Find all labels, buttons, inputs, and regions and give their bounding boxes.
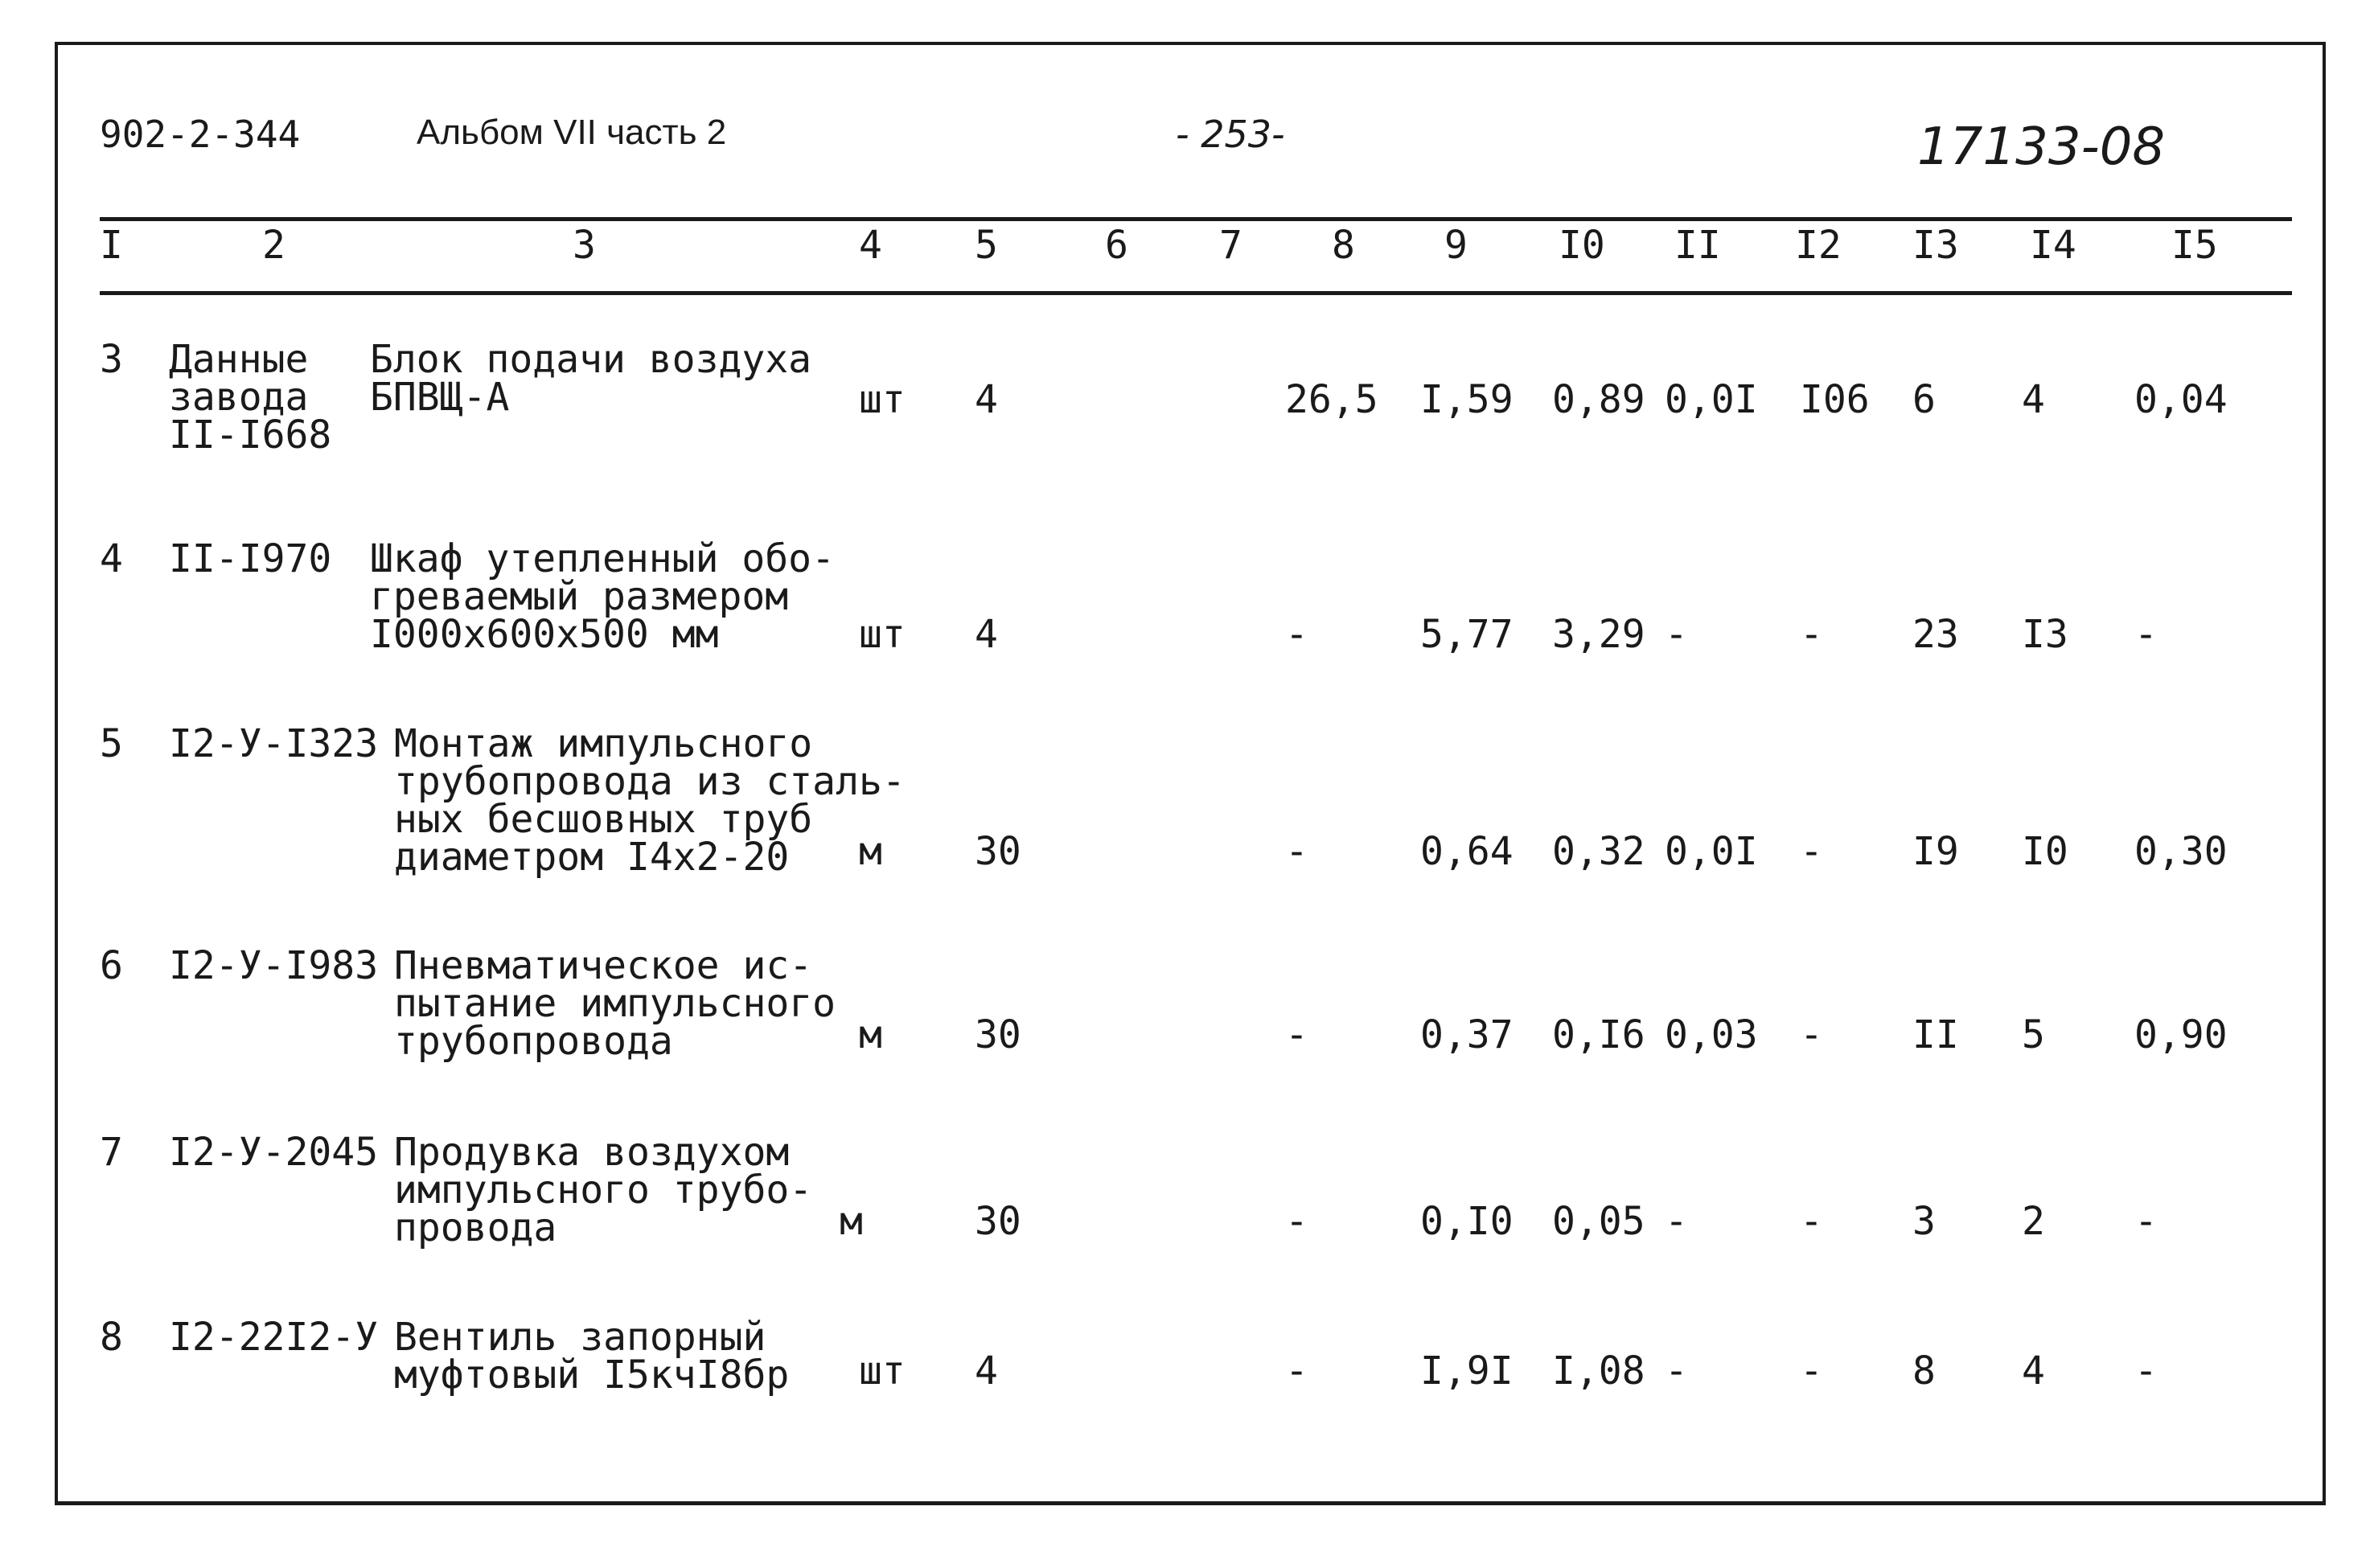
row-value-c15: 0,04 [2134,377,2228,422]
row-value-c13: I9 [1912,829,1959,874]
row-value-c11: - [1665,1199,1688,1244]
row-value-c15: - [2134,612,2158,657]
row-value-c13: 3 [1912,1199,1936,1244]
row-value-c8: - [1285,829,1308,874]
row-value-c12: - [1800,1199,1823,1244]
row-value-c14: 2 [2022,1199,2045,1244]
table-top-rule [100,217,2292,221]
row-number: 5 [100,721,123,766]
row-value-c15: 0,90 [2134,1012,2228,1057]
row-value-qty: 4 [975,377,998,422]
row-value-c9: 5,77 [1420,612,1514,657]
row-value-c10: 0,05 [1552,1199,1645,1244]
column-header: I2 [1795,223,1842,268]
row-value-c9: 0,64 [1420,829,1514,874]
column-header: I3 [1912,223,1959,268]
column-header: I0 [1559,223,1605,268]
row-name: Блок подачи воздуха БПВЩ-А [370,337,812,420]
row-code: I2-У-2045 [169,1130,379,1175]
row-unit: шт [859,377,906,422]
row-number: 8 [100,1315,123,1360]
row-value-c9: I,9I [1420,1348,1514,1394]
row-unit: шт [859,1348,906,1394]
row-code: II-I970 [169,536,332,581]
row-value-c14: 4 [2022,1348,2045,1394]
column-header: 4 [859,223,882,268]
row-unit: м [859,829,882,874]
column-header: I5 [2171,223,2218,268]
row-value-c8: - [1285,1348,1308,1394]
row-value-qty: 4 [975,1348,998,1394]
row-value-c12: - [1800,829,1823,874]
row-value-c11: 0,03 [1665,1012,1758,1057]
row-name: Продувка воздухом импульсного трубо- провода [394,1130,813,1250]
row-value-c10: 3,29 [1552,612,1645,657]
row-name: Пневматическое ис- пытание импульсного трубопровода [394,943,836,1064]
row-value-c12: - [1800,1012,1823,1057]
row-code: I2-22I2-У [169,1315,379,1360]
row-value-c10: I,08 [1552,1348,1645,1394]
row-value-c14: I0 [2022,829,2068,874]
table-header-rule [100,291,2292,295]
row-name: Вентиль запорный муфтовый I5кчI8бр [394,1315,790,1398]
row-value-c11: 0,0I [1665,829,1758,874]
row-value-c10: 0,89 [1552,377,1645,422]
row-value-c12: - [1800,612,1823,657]
row-number: 3 [100,337,123,382]
row-value-qty: 30 [975,1012,1021,1057]
row-value-c15: - [2134,1199,2158,1244]
row-code: I2-У-I323 [169,721,379,766]
row-value-c9: 0,I0 [1420,1199,1514,1244]
column-header: 5 [975,223,998,268]
column-header: 9 [1444,223,1468,268]
page-number: - 253- [1176,113,1285,156]
row-value-c11: - [1665,1348,1688,1394]
row-value-c11: 0,0I [1665,377,1758,422]
row-name: Монтаж импульсного трубопровода из сталь- ных бесшовных труб диаметром I4x2-20 [394,721,906,880]
row-value-c10: 0,32 [1552,829,1645,874]
stamp-number: 17133-08 [1917,117,2166,177]
column-header: II [1674,223,1721,268]
column-header: I4 [2030,223,2076,268]
row-value-c12: - [1800,1348,1823,1394]
row-value-c8: - [1285,1012,1308,1057]
row-unit: м [840,1199,863,1244]
row-value-c13: 6 [1912,377,1936,422]
row-code: Данные завода II-I668 [169,337,332,458]
row-value-c8: - [1285,1199,1308,1244]
row-value-c9: 0,37 [1420,1012,1514,1057]
row-unit: м [859,1012,882,1057]
row-value-c8: 26,5 [1285,377,1378,422]
doc-code: 902-2-344 [100,113,301,156]
row-value-c15: - [2134,1348,2158,1394]
row-value-qty: 30 [975,1199,1021,1244]
row-number: 4 [100,536,123,581]
row-code: I2-У-I983 [169,943,379,988]
column-header: 2 [262,223,285,268]
row-value-c13: II [1912,1012,1959,1057]
row-value-c14: I3 [2022,612,2068,657]
row-value-c8: - [1285,612,1308,657]
row-value-qty: 4 [975,612,998,657]
album-label: Альбом VII часть 2 [417,113,727,152]
row-value-c12: I06 [1800,377,1870,422]
row-value-c11: - [1665,612,1688,657]
row-value-c13: 8 [1912,1348,1936,1394]
row-value-c9: I,59 [1420,377,1514,422]
row-value-qty: 30 [975,829,1021,874]
row-unit: шт [859,612,906,657]
row-value-c13: 23 [1912,612,1959,657]
row-name: Шкаф утепленный обо- греваемый размером I000x600x500 мм [370,536,835,657]
row-number: 6 [100,943,123,988]
row-value-c14: 4 [2022,377,2045,422]
row-number: 7 [100,1130,123,1175]
column-header: 3 [573,223,596,268]
row-value-c14: 5 [2022,1012,2045,1057]
column-header: 6 [1105,223,1128,268]
column-header: 7 [1219,223,1242,268]
column-header: 8 [1332,223,1355,268]
row-value-c10: 0,I6 [1552,1012,1645,1057]
row-value-c15: 0,30 [2134,829,2228,874]
column-header: I [100,223,123,268]
